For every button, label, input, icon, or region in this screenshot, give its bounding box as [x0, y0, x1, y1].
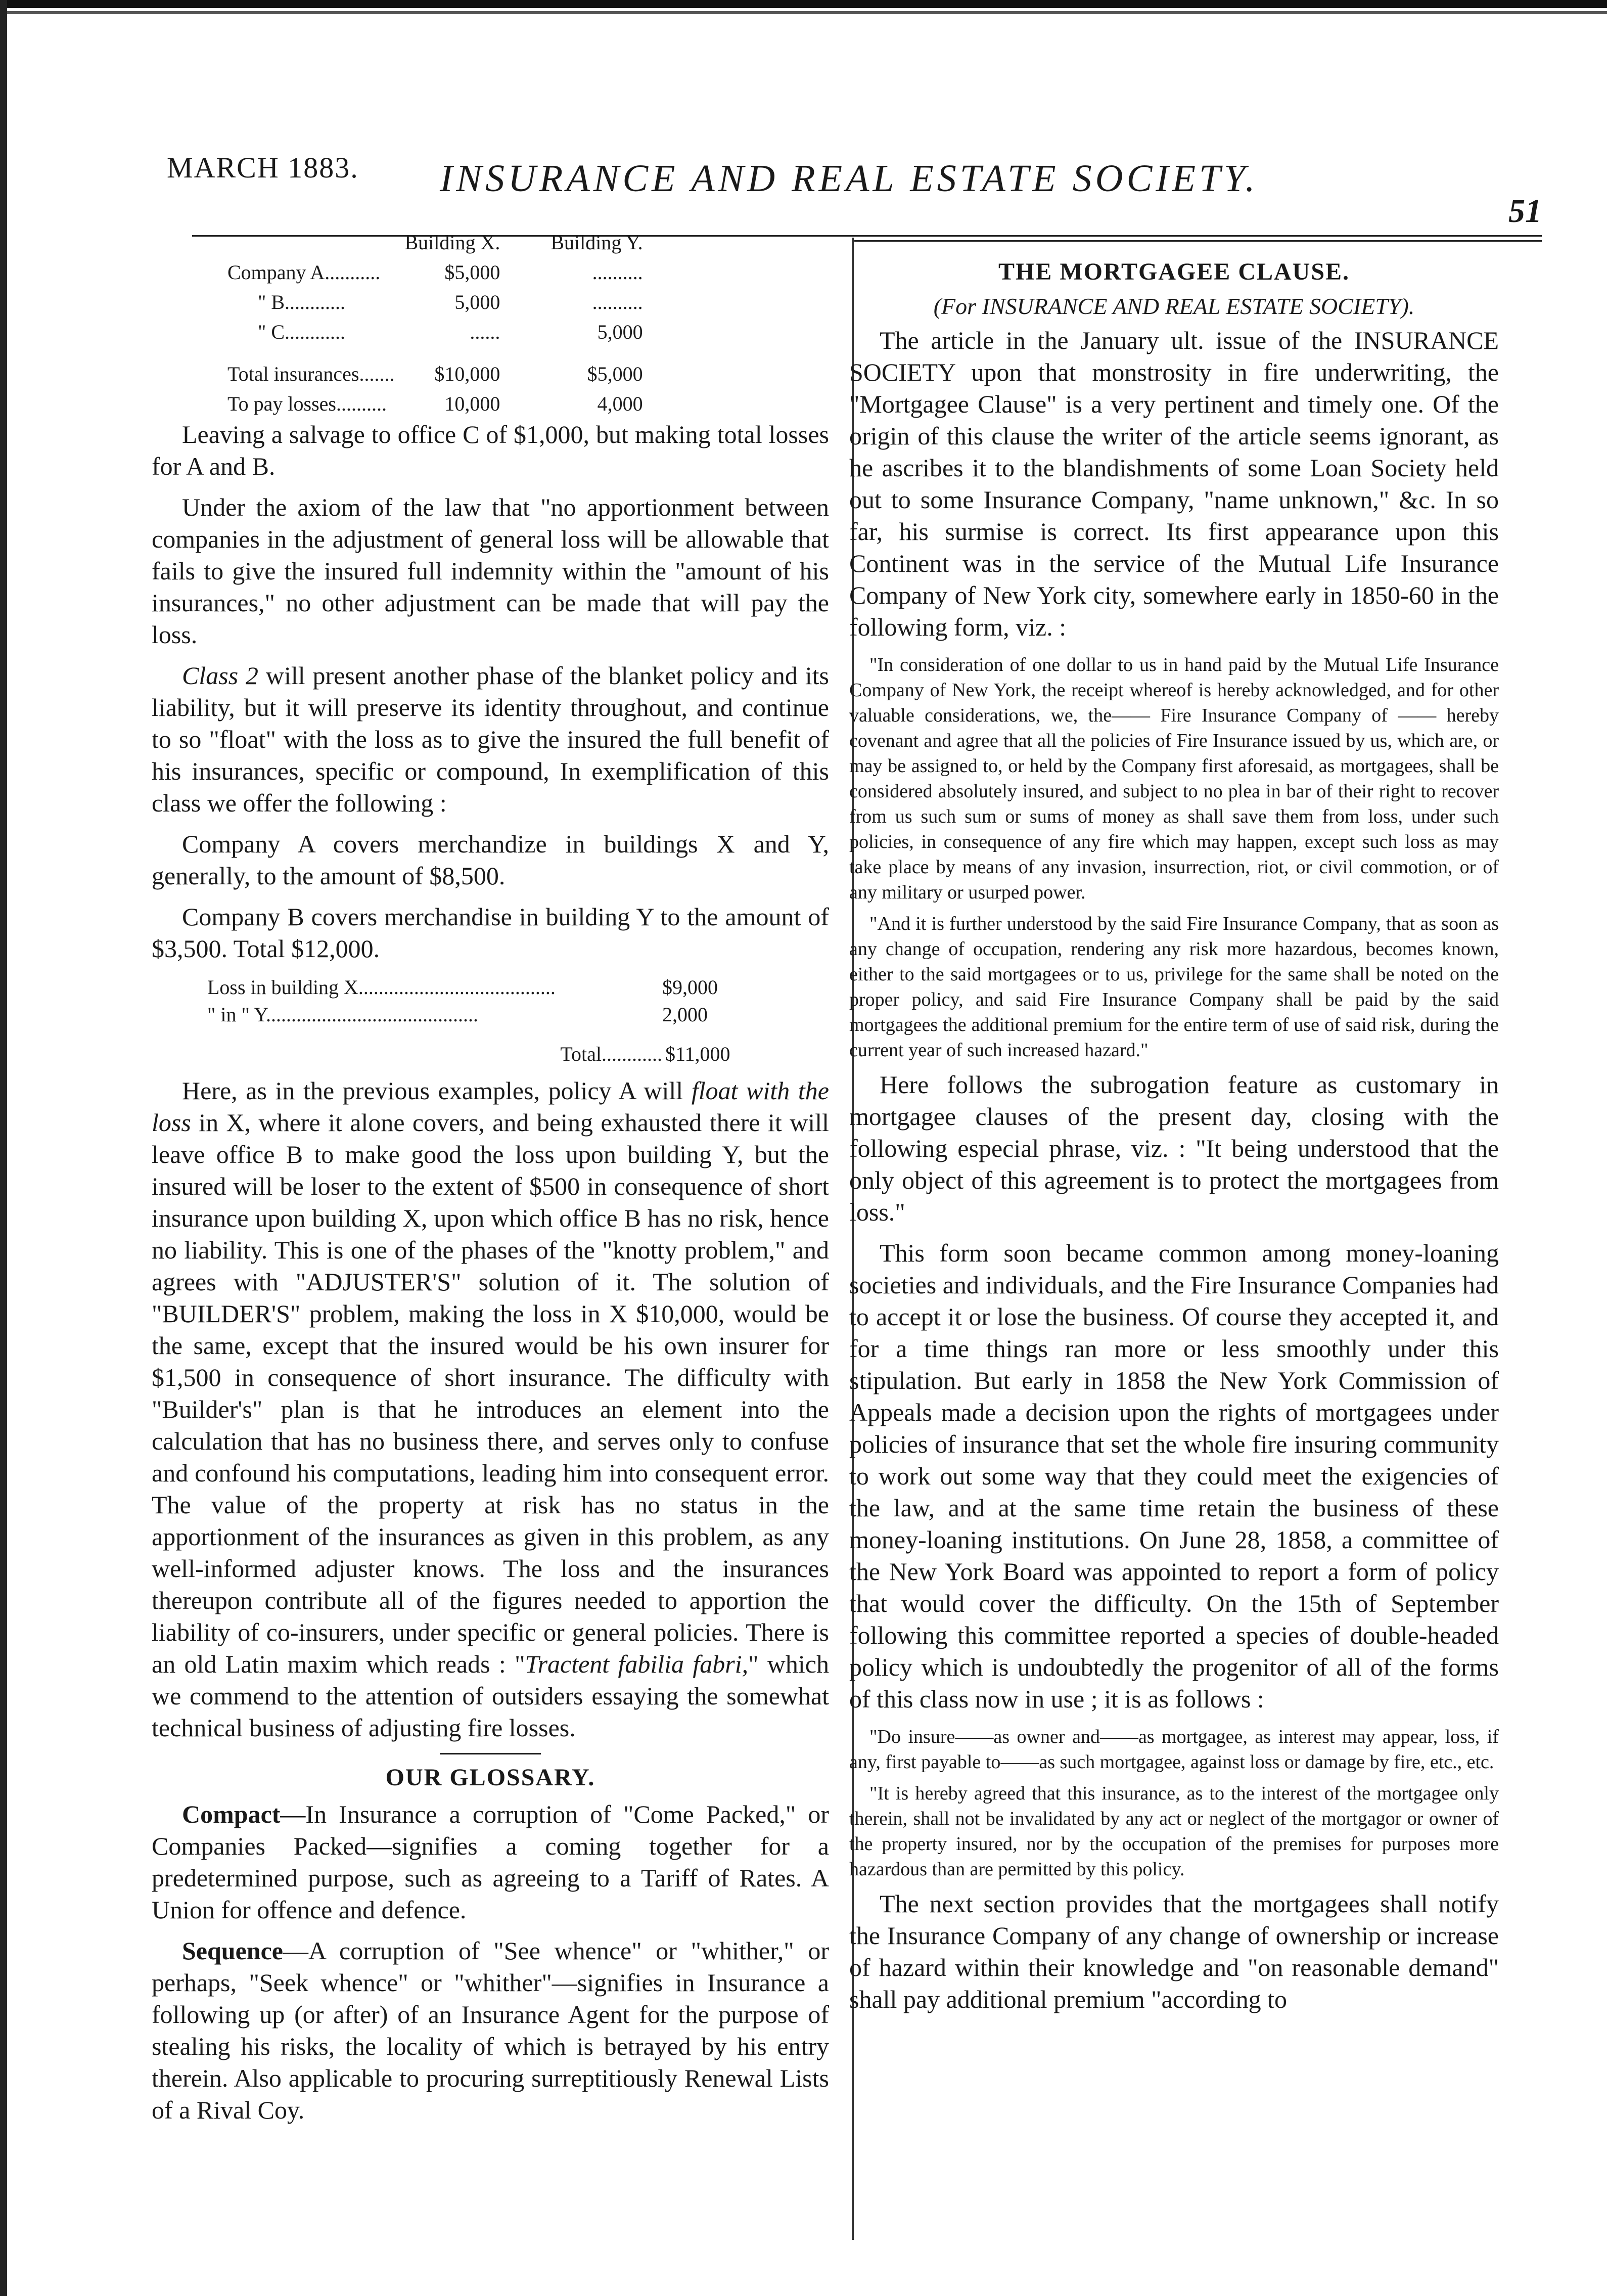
paragraph [152, 660, 829, 819]
glossary-definition: —In Insurance a corruption of "Come Packed," or Companies Packed—signifies a coming together for a predetermined purpose, such as agreeing to a Tariff of Rates. A Union for offence and defence. [152, 1800, 829, 1924]
header-rule-right [854, 240, 1542, 242]
table-row [227, 317, 653, 347]
table-header-cell: Building X. [404, 231, 500, 254]
table-cell: .......... [592, 291, 643, 313]
table-cell: 5,000 [597, 321, 643, 343]
table-cell: 4,000 [597, 392, 643, 415]
paragraph [152, 1075, 829, 1744]
table-cell: $5,000 [444, 261, 500, 284]
table-cell: $5,000 [587, 363, 643, 385]
list-item [207, 1041, 789, 1068]
table-cell: Total insurances....... [227, 363, 395, 385]
table-header-cell: Building Y. [550, 231, 643, 254]
article-title: THE MORTGAGEE CLAUSE. [998, 258, 1350, 285]
table-row [227, 287, 653, 317]
left-column [152, 228, 829, 2135]
quoted-clause: "And it is further understood by the said Fire Insurance Company, that as soon as any change of occupation, rendering any risk more hazardous, becomes known, either to the said mortgagees or to us, privilege for the same shall be noted on the proper policy, and said Fire Insurance Company shall be paid by the said mortgagees the additional premium for the entire term of use of said risk, during the current year of such increased hazard." [849, 913, 1499, 1061]
loss-list [207, 974, 789, 1068]
paragraph-text: Here, as in the previous examples, policy A will [182, 1076, 692, 1105]
paragraph: This form soon became common among money-loaning societies and individuals, and the Fire Insurance Companies had to accept it or lose the business. Of course they accepted it, and for a time things ran more or less smoothly under this stipulation. But early in 1858 the New York Commission of Appeals made a decision upon the rights of mortgagees under policies of insurance that set the whole fire insuring community to work out some way that they could meet the exigencies of the law, and at the same time retain the business of these money-loaning institutions. On June 28, 1858, a committee of the New York Board was appointed to report a form of policy that would cover the difficulty. On the 15th of September following this committee reported a species of double-headed policy which is undoubtedly the progenitor of all of the forms of this class now in use ; it is as follows : [849, 1239, 1499, 1713]
issue-date: MARCH 1883. [167, 151, 359, 184]
class-label: Class 2 [182, 661, 259, 690]
running-header [167, 147, 1542, 233]
right-column [849, 253, 1499, 2024]
glossary-definition: —A corruption of "See whence" or "whither," or perhaps, "Seek whence" or "whither"—signifies in Insurance a following up (or after) of an Insurance Agent for the purpose of stealing his risks, the locality of which is betrayed by his entry therein. Also applicable to procuring surreptitiously Renewal Lists of a Rival Coy. [152, 1937, 829, 2124]
paragraph-text: in X, where it alone covers, and being exhausted there it will leave office B to make good the loss upon building Y, but the insured will be loser to the extent of $500 in consequence of short insurance upon building X, upon which office B has no risk, hence no liability. This is one of the phases of the "knotty problem," and agrees with "ADJUSTER'S" solution of it. The solution of "BUILDER'S" problem, making the loss in X $10,000, would be the same, except that the insured would be his own insurer for $1,500 in consequence of short insurance. The difficulty with "Builder's" plan is that he introduces an element into the calculation that has no business there, and serves only to confuse and confound his computations, leading him into consequent error. The value of the property at risk has no status in the apportionment of the insurances as given in this problem, as any well-informed adjuster knows. The loss and the insurances thereupon contribute all of the figures needed to apportion the liability of co-insurers, under specific or general policies. There is an old Latin maxim which reads : " [152, 1108, 829, 1678]
table-cell: $10,000 [434, 363, 500, 385]
section-divider [440, 1753, 541, 1754]
table-row [227, 389, 653, 419]
section-title: OUR GLOSSARY. [385, 1764, 595, 1791]
table-cell: 5,000 [454, 291, 500, 313]
glossary-term: Sequence [182, 1937, 283, 1965]
table-cell: ...... [470, 321, 500, 343]
table-cell: 10,000 [444, 392, 500, 415]
emphasis: float with the loss [152, 1076, 829, 1137]
table-cell: To pay losses.......... [227, 392, 387, 415]
page-edge-top [0, 0, 1607, 8]
table-cell: " C............ [258, 321, 346, 343]
table-cell: Company A........... [227, 261, 381, 284]
paragraph: The article in the January ult. issue of the INSURANCE SOCIETY upon that monstrosity in fire underwriting, the "Mortgagee Clause" is a very pertinent and timely one. Of the origin of this clause the writer of the article seems ignorant, as he ascribes it to the blandishments of some Loan Society held out to some Insurance Company, "name unknown," &c. In so far, his surmise is correct. Its first appearance upon this Continent was in the service of the Mutual Life Insurance Company of New York city, somewhere early in 1850-60 in the following form, viz. : [849, 326, 1499, 641]
insurance-table [227, 228, 653, 419]
glossary-entry [152, 1798, 829, 1926]
paragraph: Under the axiom of the law that "no apportionment between companies in the adjustment of general loss will be allowable that fails to give the insured full indemnity within the "amount of his insurances," no other adjustment can be made that will pay the loss. [152, 493, 829, 649]
paragraph-text: " which we commend to the attention of outsiders essaying the somewhat technical business of adjusting fire losses. [152, 1650, 829, 1742]
table-row [227, 347, 653, 389]
paragraph: The next section provides that the mortgagees shall notify the Insurance Company of any change of ownership or increase of hazard within their knowledge and "on reasonable demand" shall pay additional premium "according to [849, 1889, 1499, 2013]
table-header-cell [227, 228, 404, 257]
page-edge-top-shadow [0, 11, 1607, 14]
quoted-clause: "Do insure——as owner and——as mortgagee, as interest may appear, loss, if any, first payable to——as such mortgagee, against loss or damage by fire, etc., etc. [849, 1726, 1499, 1773]
list-item [207, 974, 789, 1001]
list-value: $11,000 [665, 1043, 730, 1065]
list-item [207, 1001, 789, 1028]
glossary-entry [152, 1935, 829, 2126]
table-cell: .......... [592, 261, 643, 284]
list-value: 2,000 [662, 1003, 708, 1026]
list-value: $9,000 [662, 976, 718, 999]
list-label: Total............ [560, 1043, 662, 1065]
paragraph-text: will present another phase of the blanket policy and its liability, but it will preserve its identity throughout, and continue to so "float" with the loss as to give the insured the full benefit of his insurances, specific or compound, In exemplification of this class we offer the following : [152, 661, 829, 817]
paragraph: Here follows the subrogation feature as customary in mortgagee clauses of the present day, closing with the following especial phrase, viz. : "It being understood that the only object of this agreement is to protect the mortgagees from loss." [849, 1070, 1499, 1226]
paragraph: Company A covers merchandize in buildings X and Y, generally, to the amount of $8,500. [152, 830, 829, 890]
list-label: Loss in building X....................................... [207, 976, 556, 999]
table-row [227, 257, 653, 287]
glossary-term: Compact [182, 1800, 281, 1828]
list-label: " in " Y.......................................... [207, 1003, 479, 1026]
journal-title: INSURANCE AND REAL ESTATE SOCIETY. [440, 157, 1259, 200]
table-header-row [227, 228, 653, 257]
quoted-clause: "It is hereby agreed that this insurance, as to the interest of the mortgagee only therein, shall not be invalidated by any act or neglect of the mortgagor or owner of the property insured, nor by the occupation of the premises for purposes more hazardous than are permitted by this policy. [849, 1783, 1499, 1880]
page-edge-left [0, 0, 7, 2296]
quoted-clause: "In consideration of one dollar to us in hand paid by the Mutual Life Insurance Company of New York, the receipt whereof is hereby acknowledged, and for other valuable considerations, we, the—— Fire Insurance Company of —— hereby covenant and agree that all the policies of Fire Insurance issued by us, which are, or may be assigned to, or held by the Company first aforesaid, as mortgagees, shall be considered absolutely insured, and subject to no plea in bar of their right to recover from us such sum or sums of money as shall save them from loss, under such policies, in consequence of any fire which may happen, except such loss as may take place by means of any invasion, insurrection, riot, or civil commotion, or of any military or usurped power. [849, 654, 1499, 903]
paragraph: Company B covers merchandise in building Y to the amount of $3,500. Total $12,000. [152, 903, 829, 963]
latin-maxim: Tractent fabilia fabri, [525, 1650, 749, 1678]
table-cell: " B............ [258, 291, 346, 313]
paragraph: Leaving a salvage to office C of $1,000, but making total losses for A and B. [152, 420, 829, 480]
page-number: 51 [1508, 193, 1542, 230]
article-byline: (For INSURANCE AND REAL ESTATE SOCIETY). [933, 293, 1415, 319]
